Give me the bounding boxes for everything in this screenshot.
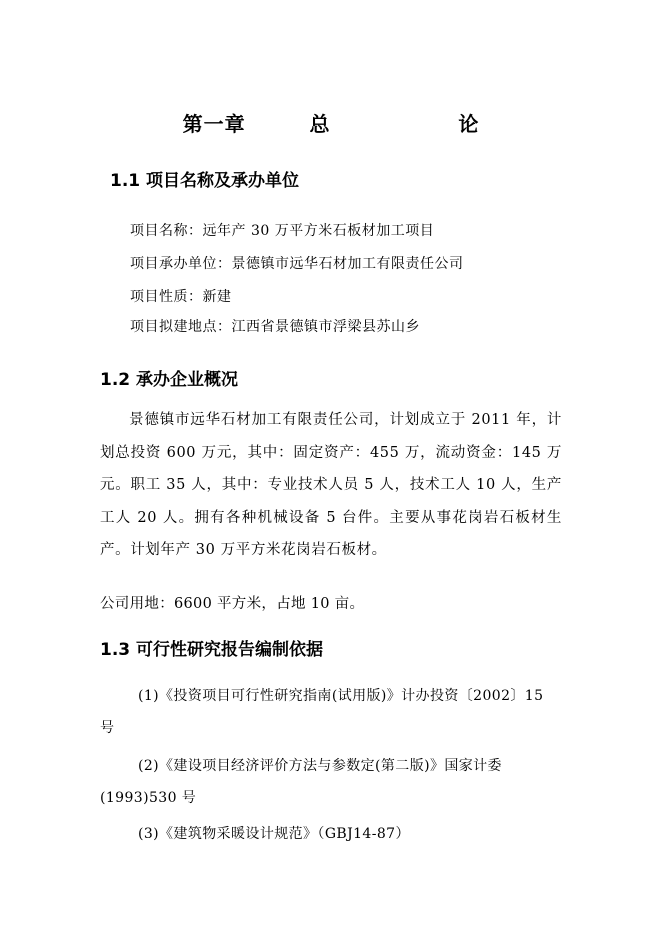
reference-item: (1)《投资项目可行性研究指南(试用版)》计办投资〔2002〕15 号 [100, 688, 544, 736]
chapter-title: 第一章 总 论 [182, 112, 480, 136]
section-heading-1-3: 1.3 可行性研究报告编制依据 [100, 640, 324, 660]
section-heading-1-2: 1.2 承办企业概况 [100, 370, 239, 390]
section-heading-1-1: 1.1 项目名称及承办单位 [110, 171, 300, 191]
company-overview-paragraph: 景德镇市远华石材加工有限责任公司，计划成立于 2011 年，计划总投资 600 万元，其中：固定资产：455 万，流动资金：145 万元。职工 35 人，其中：专业技术人员 5 人，技术工人 10 人，生产工人 20 人。拥有各种机械设备 5 台件。主要从事花岗岩石板材生产。计划年产 30 万平方米花岗岩石板材。 [100, 412, 562, 558]
reference-item: (2)《建设项目经济评价方法与参数定(第二版)》国家计委(1993)530 号 [100, 758, 502, 806]
reference-item: (3)《建筑物采暖设计规范》（GBJ14-87） [138, 826, 410, 842]
project-nature: 项目性质：新建 [130, 289, 232, 305]
project-name: 项目名称：远年产 30 万平方米石板材加工项目 [130, 223, 435, 239]
company-land-paragraph: 公司用地：6600 平方米，占地 10 亩。 [100, 596, 365, 612]
project-location: 项目拟建地点：江西省景德镇市浮梁县苏山乡 [130, 319, 420, 335]
project-organizer: 项目承办单位：景德镇市远华石材加工有限责任公司 [130, 256, 464, 272]
